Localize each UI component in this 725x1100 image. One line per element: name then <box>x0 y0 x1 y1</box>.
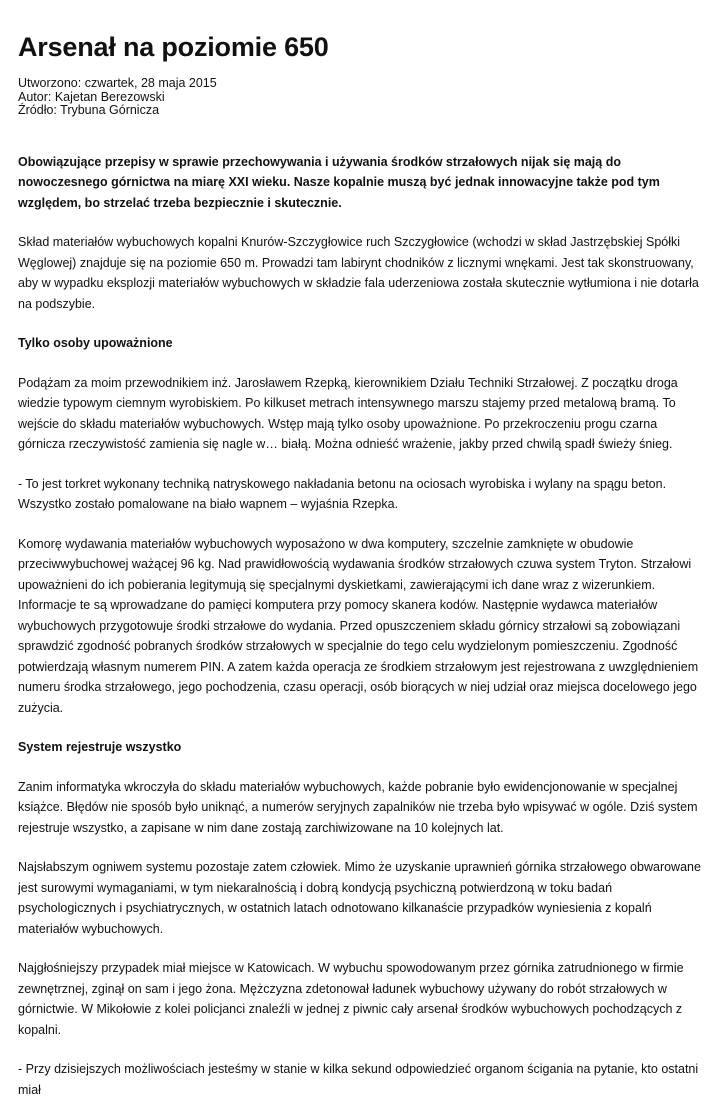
lead-paragraph: Obowiązujące przepisy w sprawie przechowywania i używania środków strzałowych nijak się mają do nowoczesnego górnictwa na miarę XXI wieku. Nasze kopalnie muszą być jednak innowacyjne także pod tym względem, bo strzelać trzeba bezpiecznie i skutecznie. <box>18 154 660 210</box>
author: Autor: Kajetan Berezowski <box>18 89 165 104</box>
paragraph-5: Zanim informatyka wkroczyła do składu materiałów wybuchowych, każde pobranie było ewidencjonowanie w specjalnej książce. Błędów nie sposób było uniknąć, a numerów seryjnych zapalników nie trzeba było wpisywać w ogóle. Dziś system rejestruje wszystko, a zapisane w nim dane zostają zarchiwizowane na 10 kolejnych lat. <box>18 779 698 835</box>
source: Źródło: Trybuna Górnicza <box>18 103 160 117</box>
article-meta <box>18 77 707 118</box>
paragraph-1: Skład materiałów wybuchowych kopalni Knurów-Szczygłowice ruch Szczygłowice (wchodzi w skład Jastrzębskiej Spółki Węglowej) znajduje się na poziomie 650 m. Prowadzi tam labirynt chodników z licznymi wnękami. Jest tak skonstruowany, aby w wypadku eksplozji materiałów wybuchowych w składzie fala uderzeniowa została skutecznie wytłumiona i nie dotarła na podszybie. <box>18 235 699 311</box>
paragraph-8: - Przy dzisiejszych możliwościach jesteśmy w stanie w kilka sekund odpowiedzieć organom ścigania na pytanie, kto ostatni miał <box>18 1062 699 1097</box>
paragraph-4: Komorę wydawania materiałów wybuchowych wyposażono w dwa komputery, szczelnie zamknięte w obudowie przeciwwybuchowej ważącej 96 kg. Nad prawidłowością wydawania środków strzałowych czuwa system Tryton. Strzałowi upoważnieni do ich pobierania legitymują się specjalnymi dyskietkami, zawierającymi ich dane wraz z wizerunkiem. Informacje te są wprowadzane do pamięci komputera przy pomocy skanera kodów. Następnie wydawca materiałów wybuchowych przygotowuje środki strzałowe do wydania. Przed opuszczeniem składu górnicy strzałowi są zobowiązani sprawdzić zgodność pobranych środków strzałowych w specjalnie do tego celu wydzielonym pomieszczeniu. Zgodność potwierdzają własnym numerem PIN. A zatem każda operacja ze środkiem strzałowym jest rejestrowana z uwzględnieniem numeru środka strzałowego, jego pochodzenia, czasu operacji, osób biorących w niej udział oraz miejsca docelowego jego zużycia. <box>18 536 699 715</box>
paragraph-3: - To jest torkret wykonany techniką natryskowego nakładania betonu na ociosach wyrobiska i wylany na spągu beton. Wszystko zostało pomalowane na biało wapnem – wyjaśnia Rzepka. <box>18 476 667 511</box>
paragraph-7: Najgłośniejszy przypadek miał miejsce w Katowicach. W wybuchu spowodowanym przez górnika zatrudnionego w firmie zewnętrznej, zginął on sam i jego żona. Mężczyzna zdetonował ładunek wybuchowy używany do robót strzałowych w górnictwie. W Mikołowie z kolei policjanci znaleźli w jednej z piwnic cały arsenał środków wybuchowych pochodzących z kopalni. <box>18 961 684 1037</box>
article-title: Arsenał na poziomie 650 <box>18 32 329 62</box>
subheading-1: Tylko osoby upoważnione <box>18 336 173 350</box>
subheading-2: System rejestruje wszystko <box>18 740 182 754</box>
paragraph-2: Podążam za moim przewodnikiem inż. Jarosławem Rzepką, kierownikiem Działu Techniki Strzałowej. Z początku droga wiedzie typowym ciemnym wyrobiskiem. Po kilkuset metrach intensywnego marszu stajemy przed metalową bramą. To wejście do składu materiałów wybuchowych. Wstęp mają tylko osoby upoważnione. Po przekroczeniu progu czarna górnicza rzeczywistość zamienia się nagle w… białą. Można odnieść wrażenie, jakby przed chwilą spadł świeży śnieg. <box>18 375 678 451</box>
paragraph-6: Najsłabszym ogniwem systemu pozostaje zatem człowiek. Mimo że uzyskanie uprawnień górnika strzałowego obwarowane jest surowymi wymaganiami, w tym niekaralnością i dobrą kondycją psychiczną potwierdzoną w toku badań psychologicznych i psychiatrycznych, w ostatnich latach odnotowano kilkanaście przypadków wyniesienia z kopalń materiałów wybuchowych. <box>18 860 701 936</box>
created-date: Utworzono: czwartek, 28 maja 2015 <box>18 76 217 90</box>
